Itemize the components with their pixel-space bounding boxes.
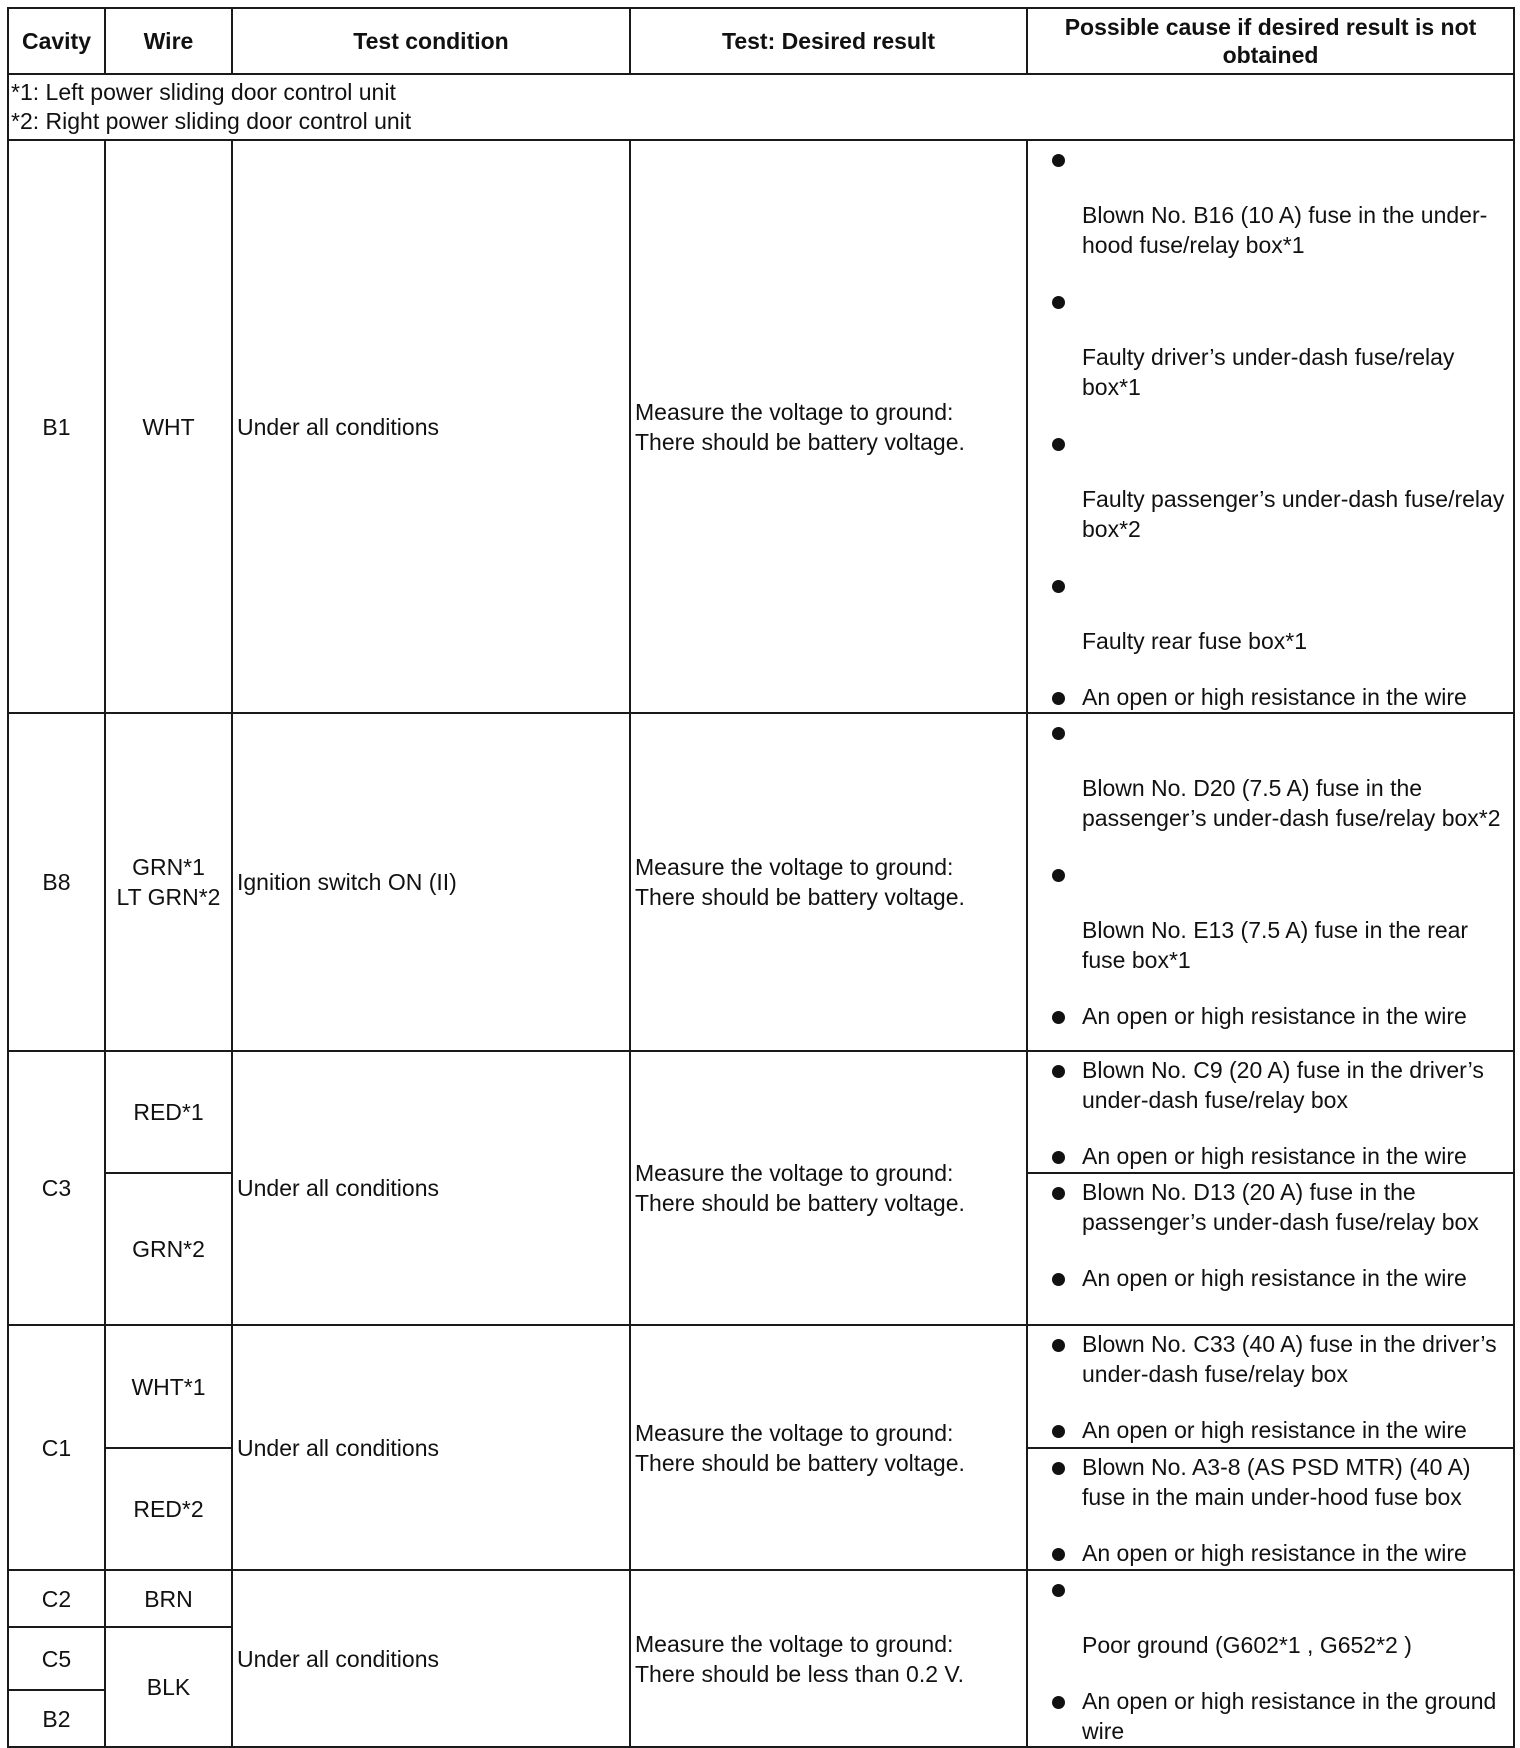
wire-cell: WHT*1 <box>105 1325 232 1448</box>
cause-item: An open or high resistance in the wire <box>1082 1417 1467 1443</box>
cavity-cell: C2 <box>8 1570 105 1627</box>
result-line-1: Measure the voltage to ground: <box>635 1160 954 1186</box>
result-cell <box>630 1051 1027 1325</box>
bullet-icon <box>1032 1538 1082 1568</box>
wire-label: GRN*1 <box>132 854 205 880</box>
cause-item: An open or high resistance in the wire <box>1082 1265 1467 1291</box>
result-line-1: Measure the voltage to ground: <box>635 1419 954 1446</box>
cause-cell <box>1027 1051 1514 1173</box>
cause-cell <box>1027 140 1514 713</box>
cause-cell <box>1027 1448 1514 1570</box>
table-row <box>8 713 1514 1051</box>
result-line-2: There should be battery voltage. <box>635 1449 965 1476</box>
result-line-1: Measure the voltage to ground: <box>635 1630 954 1657</box>
cavity-cell: C5 <box>8 1627 105 1690</box>
cause-item: An open or high resistance in the wire <box>1082 684 1467 710</box>
condition-cell: Under all conditions <box>232 1325 630 1570</box>
bullet-icon <box>1032 286 1513 316</box>
wire-label: LT GRN*2 <box>116 884 221 910</box>
result-cell <box>630 1325 1027 1570</box>
table-row <box>8 1570 1514 1627</box>
wire-cell: BRN <box>105 1570 232 1627</box>
result-cell <box>630 1570 1027 1747</box>
cause-cell <box>1027 713 1514 1051</box>
cavity-cell: C1 <box>8 1325 105 1570</box>
bullet-icon <box>1032 1574 1513 1604</box>
cavity-cell: B1 <box>8 140 105 713</box>
result-cell <box>630 713 1027 1051</box>
bullet-icon <box>1032 1686 1082 1716</box>
test-table <box>7 7 1515 1748</box>
cause-item: Blown No. C33 (40 A) fuse in the driver’s under-dash fuse/relay box <box>1082 1331 1497 1387</box>
bullet-icon <box>1032 144 1513 174</box>
wire-cell <box>105 713 232 1051</box>
condition-cell: Ignition switch ON (II) <box>232 713 630 1051</box>
wire-cell: GRN*2 <box>105 1173 232 1325</box>
cause-item: Blown No. B16 (10 A) fuse in the under-hood fuse/relay box*1 <box>1082 202 1488 258</box>
bullet-icon <box>1032 570 1513 600</box>
header-cavity: Cavity <box>8 8 105 74</box>
bullet-icon <box>1032 1141 1082 1171</box>
cause-item: An open or high resistance in the wire <box>1082 1143 1467 1169</box>
condition-cell: Under all conditions <box>232 1570 630 1747</box>
cause-cell <box>1027 1570 1514 1747</box>
wire-cell: WHT <box>105 140 232 713</box>
bullet-icon <box>1032 859 1513 889</box>
condition-cell: Under all conditions <box>232 1051 630 1325</box>
result-line-1: Measure the voltage to ground: <box>635 398 954 425</box>
cavity-cell: B8 <box>8 713 105 1051</box>
result-line-1: Measure the voltage to ground: <box>635 854 954 880</box>
header-desired-result: Test: Desired result <box>630 8 1027 74</box>
bullet-icon <box>1032 1329 1082 1359</box>
table-row <box>8 1051 1514 1173</box>
cause-item: Blown No. D13 (20 A) fuse in the passenger’s under-dash fuse/relay box <box>1082 1179 1479 1235</box>
wire-cell: BLK <box>105 1627 232 1747</box>
cause-item: Poor ground (G602*1 , G652*2 ) <box>1082 1632 1412 1658</box>
table-row <box>8 1325 1514 1448</box>
bullet-icon <box>1032 1415 1082 1445</box>
table-row <box>8 140 1514 713</box>
note-2: *2: Right power sliding door control unit <box>11 108 412 134</box>
bullet-icon <box>1032 1452 1082 1482</box>
result-line-2: There should be less than 0.2 V. <box>635 1660 965 1687</box>
cause-item: Blown No. D20 (7.5 A) fuse in the passenger’s under-dash fuse/relay box*2 <box>1082 775 1501 831</box>
cause-item: Faulty driver’s under-dash fuse/relay box*1 <box>1082 344 1455 400</box>
header-row <box>8 8 1514 74</box>
cause-item: Blown No. C9 (20 A) fuse in the driver’s under-dash fuse/relay box <box>1082 1057 1484 1113</box>
note-1: *1: Left power sliding door control unit <box>11 79 396 105</box>
header-test-condition: Test condition <box>232 8 630 74</box>
cause-item: An open or high resistance in the wire <box>1082 1003 1467 1029</box>
header-possible-cause: Possible cause if desired result is not obtained <box>1027 8 1514 74</box>
result-line-2: There should be battery voltage. <box>635 1190 965 1216</box>
cause-item: An open or high resistance in the wire <box>1082 1540 1467 1566</box>
cause-item: Faulty rear fuse box*1 <box>1082 628 1308 654</box>
bullet-icon <box>1032 1055 1082 1085</box>
cavity-cell: C3 <box>8 1051 105 1325</box>
cause-cell <box>1027 1173 1514 1325</box>
cavity-cell: B2 <box>8 1690 105 1747</box>
result-line-2: There should be battery voltage. <box>635 884 965 910</box>
wire-cell: RED*2 <box>105 1448 232 1570</box>
cause-item: An open or high resistance in the ground wire <box>1082 1688 1497 1744</box>
cause-cell <box>1027 1325 1514 1448</box>
bullet-icon <box>1032 682 1082 712</box>
cause-item: Faulty passenger’s under-dash fuse/relay box*2 <box>1082 486 1505 542</box>
result-cell <box>630 140 1027 713</box>
notes-row <box>8 74 1514 140</box>
wire-cell: RED*1 <box>105 1051 232 1173</box>
cause-item: Blown No. E13 (7.5 A) fuse in the rear fuse box*1 <box>1082 917 1469 973</box>
cause-item: Blown No. A3-8 (AS PSD MTR) (40 A) fuse in the main under-hood fuse box <box>1082 1454 1471 1510</box>
condition-cell: Under all conditions <box>232 140 630 713</box>
bullet-icon <box>1032 1263 1082 1293</box>
header-wire: Wire <box>105 8 232 74</box>
bullet-icon <box>1032 1177 1082 1207</box>
bullet-icon <box>1032 428 1513 458</box>
result-line-2: There should be battery voltage. <box>635 428 965 455</box>
bullet-icon <box>1032 1001 1082 1031</box>
bullet-icon <box>1032 717 1513 747</box>
document <box>7 7 1513 1744</box>
